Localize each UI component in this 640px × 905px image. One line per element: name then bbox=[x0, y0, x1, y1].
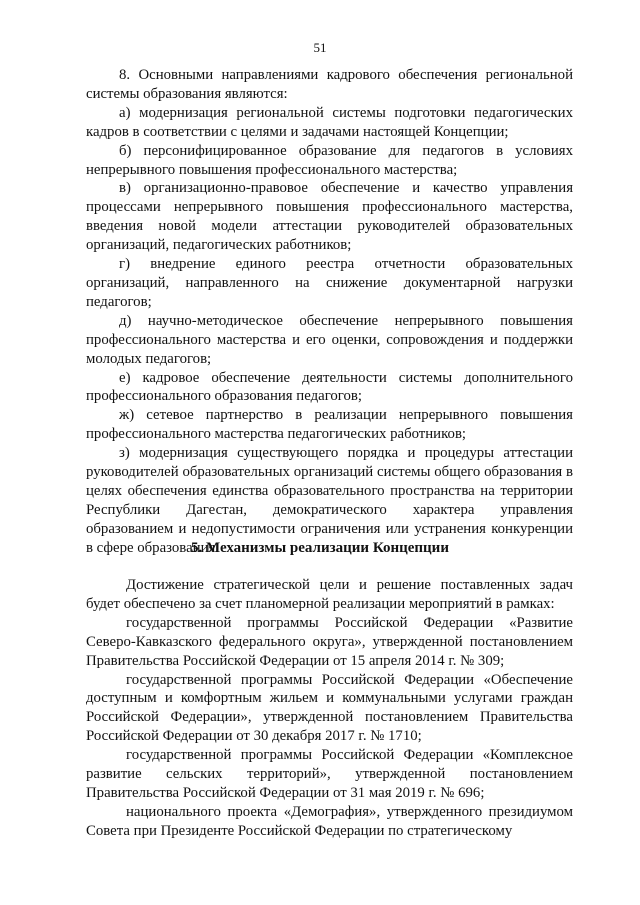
section-5-text bbox=[86, 576, 573, 841]
list-item-b: б) персонифицированное образование для педагогов в условиях непрерывного повышения профессионального мастерства; bbox=[86, 142, 573, 178]
list-item-v: в) организационно-правовое обеспечение и качество управления процессами непрерывного повышения профессионального мастерства, введения новой модели аттестации руководителей образовательных организаций, педагогических работников; bbox=[86, 180, 573, 254]
list-item-zh: ж) сетевое партнерство в реализации непрерывного повышения профессионального мастерства педагогических работников; bbox=[86, 407, 573, 443]
program-item-2: государственной программы Российской Федерации «Обеспечение доступным и комфортным жильем и коммунальными услугами граждан Российской Федерации», утвержденной постановлением Правительства Российской Федерации от 30 декабря 2017 г. № 1710; bbox=[86, 671, 573, 745]
program-item-4: национального проекта «Демография», утвержденного президиумом Совета при Президенте Российской Федерации по стратегическому bbox=[86, 803, 573, 839]
section-8-list bbox=[86, 66, 573, 558]
section-heading: 5. Механизмы реализации Концепции bbox=[191, 540, 449, 556]
list-item-e: е) кадровое обеспечение деятельности системы дополнительного профессионального образования педагогов; bbox=[86, 369, 573, 405]
program-item-3: государственной программы Российской Федерации «Комплексное развитие сельских территорий», утвержденной постановлением Правительства Российской Федерации от 31 мая 2019 г. № 696; bbox=[86, 747, 573, 801]
list-item-g: г) внедрение единого реестра отчетности образовательных организаций, направленного на снижение документарной нагрузки педагогов; bbox=[86, 256, 573, 310]
list-item-d: д) научно-методическое обеспечение непрерывного повышения профессионального мастерства и его оценки, сопровождения и поддержки молодых педагогов; bbox=[86, 312, 573, 367]
list-item-z: з) модернизация существующего порядка и процедуры аттестации руководителей образовательных организаций системы общего образования в целях обеспечения единства образовательного пространства на территории Республики Дагестан, демократического характера управления образованием и недопустимости ограничения или устранения конкуренции в сфере образования. bbox=[86, 445, 573, 556]
section-8-intro: 8. Основными направлениями кадрового обеспечения региональной системы образования являются: bbox=[86, 67, 573, 102]
list-item-a: а) модернизация региональной системы подготовки педагогических кадров в соответствии с целями и задачами настоящей Концепции; bbox=[86, 104, 573, 140]
program-item-1: государственной программы Российской Федерации «Развитие Северо-Кавказского федерального округа», утвержденной постановлением Правительства Российской Федерации от 15 апреля 2014 г. № 309; bbox=[86, 614, 573, 669]
section-5-intro: Достижение стратегической цели и решение поставленных задач будет обеспечено за счет планомерной реализации мероприятий в рамках: bbox=[86, 577, 573, 612]
page-number: 51 bbox=[313, 40, 327, 55]
